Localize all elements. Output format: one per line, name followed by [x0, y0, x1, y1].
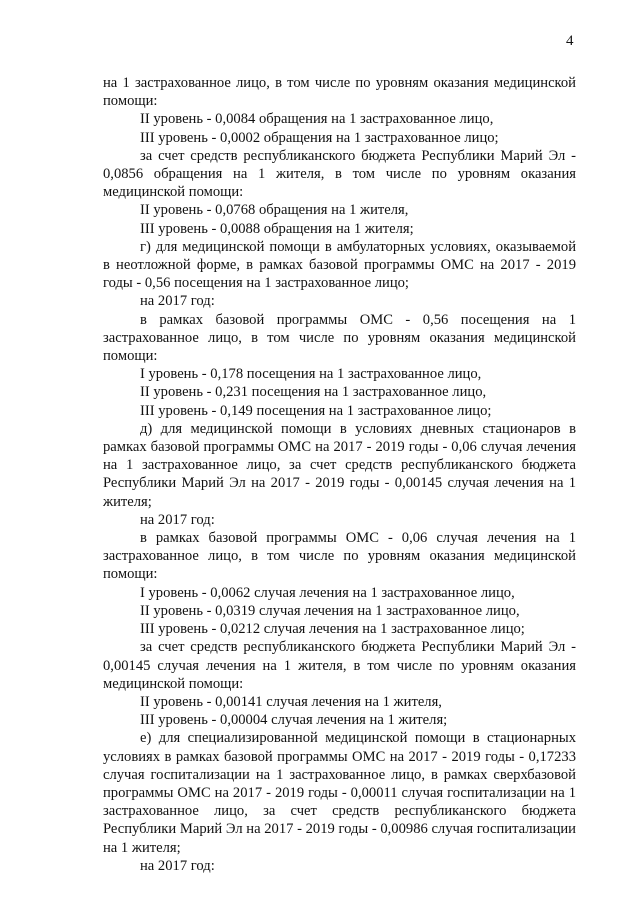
paragraph: г) для медицинской помощи в амбулаторных условиях, оказываемой в неотложной форме, в рамках базовой программы ОМС на 2017 - 2019 годы - 0,56 посещения на 1 застрахованное лицо;: [103, 238, 576, 292]
list-line: II уровень - 0,231 посещения на 1 застрахованное лицо,: [140, 384, 487, 401]
list-line: III уровень - 0,00004 случая лечения на 1 жителя;: [140, 712, 448, 729]
document-body: [103, 74, 576, 875]
list-line: III уровень - 0,0088 обращения на 1 жителя;: [140, 220, 414, 237]
list-line: II уровень - 0,0319 случая лечения на 1 застрахованное лицо,: [140, 602, 520, 619]
list-line: на 2017 год:: [140, 293, 215, 310]
paragraph: д) для медицинской помощи в условиях дневных стационаров в рамках базовой программы ОМС на 2017 - 2019 годы - 0,06 случая лечения на 1 застрахованное лицо, за счет средств республиканского бюджета Республики Марий Эл на 2017 - 2019 годы - 0,00145 случая лечения на 1 жителя;: [103, 420, 576, 510]
list-line: II уровень - 0,00141 случая лечения на 1 жителя,: [140, 693, 442, 710]
page-number: 4: [566, 33, 574, 49]
list-line: II уровень - 0,0768 обращения на 1 жителя,: [140, 202, 409, 219]
list-line: III уровень - 0,0212 случая лечения на 1 застрахованное лицо;: [140, 621, 525, 638]
list-line: на 2017 год:: [140, 857, 215, 874]
list-line: III уровень - 0,0002 обращения на 1 застрахованное лицо;: [140, 129, 499, 146]
paragraph: за счет средств республиканского бюджета Республики Марий Эл - 0,00145 случая лечения на 1 жителя, в том числе по уровням оказания медицинской помощи:: [103, 639, 576, 692]
list-line: II уровень - 0,0084 обращения на 1 застрахованное лицо,: [140, 111, 494, 128]
paragraph: за счет средств республиканского бюджета Республики Марий Эл - 0,0856 обращения на 1 жителя, в том числе по уровням оказания медицинской помощи:: [103, 147, 576, 201]
paragraph: на 1 застрахованное лицо, в том числе по уровням оказания медицинской помощи:: [103, 75, 576, 110]
list-line: III уровень - 0,149 посещения на 1 застрахованное лицо;: [140, 402, 492, 419]
list-line: I уровень - 0,178 посещения на 1 застрахованное лицо,: [140, 366, 482, 383]
list-line: I уровень - 0,0062 случая лечения на 1 застрахованное лицо,: [140, 584, 515, 601]
paragraph: в рамках базовой программы ОМС - 0,56 посещения на 1 застрахованное лицо, в том числе по уровням оказания медицинской помощи:: [103, 311, 576, 365]
paragraph: е) для специализированной медицинской помощи в стационарных условиях в рамках базовой программы ОМС на 2017 - 2019 годы - 0,17233 случая госпитализации на 1 застрахованное лицо, в рамках сверхбазовой программы ОМС на 2017 - 2019 годы - 0,00011 случая госпитализации на 1 застрахованное лицо, за счет средств республиканского бюджета Республики Марий Эл на 2017 - 2019 годы - 0,00986 случая госпитализации на 1 жителя;: [103, 730, 576, 856]
paragraph: в рамках базовой программы ОМС - 0,06 случая лечения на 1 застрахованное лицо, в том числе по уровням оказания медицинской помощи:: [103, 530, 576, 583]
list-line: на 2017 год:: [140, 511, 215, 528]
